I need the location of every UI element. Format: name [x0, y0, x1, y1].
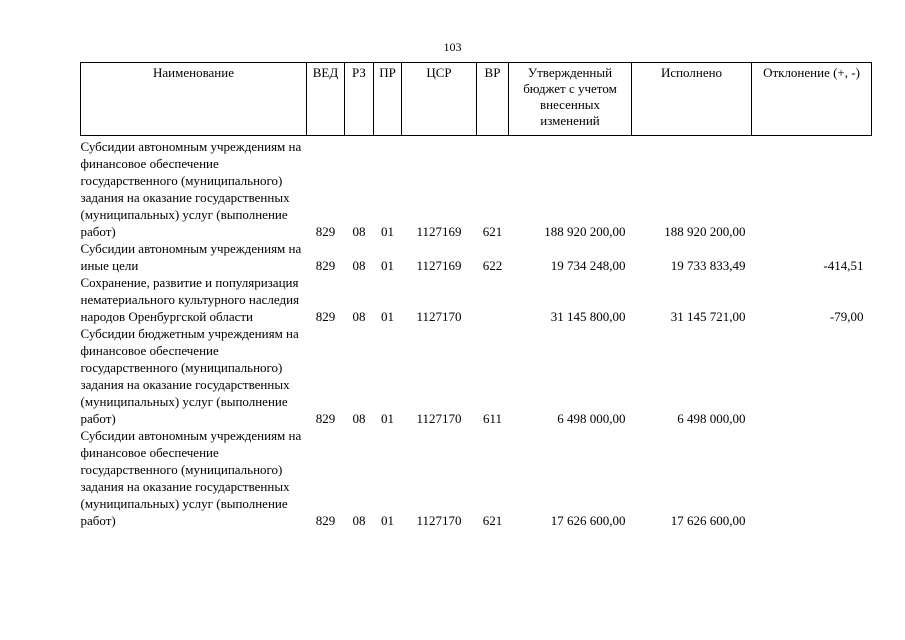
row-pr: 01 — [381, 411, 394, 426]
row-vr — [477, 274, 509, 325]
row-ved: 829 — [315, 309, 336, 324]
row-approved: 31 145 800,00 — [550, 309, 626, 324]
row-name: Субсидии бюджетным учреждениям на финансовое обеспечение государственного (муниципального) задания на оказание государственных (муниципальных) услуг (выполнение работ) — [80, 326, 299, 426]
header-ved: ВЕД — [307, 63, 345, 136]
row-executed: 31 145 721,00 — [670, 309, 746, 324]
table-header-row — [81, 63, 872, 136]
row-ved: 829 — [315, 513, 336, 528]
row-vr: 621 — [482, 513, 503, 528]
row-vr: 622 — [482, 258, 503, 273]
row-csr: 1127170 — [416, 411, 462, 426]
row-csr: 1127169 — [416, 224, 462, 239]
row-deviation: -414,51 — [823, 258, 864, 273]
row-vr: 611 — [482, 411, 503, 426]
row-executed: 17 626 600,00 — [670, 513, 746, 528]
row-rz: 08 — [352, 224, 366, 239]
row-ved: 829 — [315, 224, 336, 239]
row-pr: 01 — [381, 309, 394, 324]
row-csr: 1127170 — [416, 309, 462, 324]
header-approved: Утвержденный бюджет с учетом внесенных изменений — [509, 63, 632, 136]
row-name: Сохранение, развитие и популяризация нематериального культурного наследия народов Оренбургской области — [80, 275, 300, 324]
row-deviation — [752, 325, 872, 427]
row-name: Субсидии автономным учреждениям на финансовое обеспечение государственного (муниципального) задания на оказание государственных (муниципальных) услуг (выполнение работ) — [80, 428, 302, 528]
header-csr: ЦСР — [402, 63, 477, 136]
row-name: Субсидии автономным учреждениям на финансовое обеспечение государственного (муниципального) задания на оказание государственных (муниципальных) услуг (выполнение работ) — [80, 139, 302, 239]
table-row — [81, 240, 872, 274]
budget-table — [80, 62, 872, 529]
row-deviation — [752, 136, 872, 241]
header-name: Наименование — [81, 63, 307, 136]
header-pr: ПР — [374, 63, 402, 136]
row-rz: 08 — [352, 258, 366, 273]
row-deviation — [752, 427, 872, 529]
row-ved: 829 — [315, 411, 336, 426]
row-executed: 188 920 200,00 — [664, 224, 746, 239]
table-row — [81, 274, 872, 325]
row-executed: 6 498 000,00 — [677, 411, 746, 426]
header-vr: ВР — [477, 63, 509, 136]
row-csr: 1127169 — [416, 258, 462, 273]
page-number: 103 — [443, 40, 462, 54]
row-approved: 17 626 600,00 — [550, 513, 626, 528]
table-row — [81, 136, 872, 241]
row-name: Субсидии автономным учреждениям на иные цели — [80, 241, 302, 273]
row-csr: 1127170 — [416, 513, 462, 528]
row-approved: 6 498 000,00 — [557, 411, 626, 426]
row-executed: 19 733 833,49 — [670, 258, 746, 273]
row-pr: 01 — [381, 258, 394, 273]
row-approved: 188 920 200,00 — [544, 224, 626, 239]
row-rz: 08 — [352, 411, 366, 426]
header-executed: Исполнено — [632, 63, 752, 136]
row-ved: 829 — [315, 258, 336, 273]
row-rz: 08 — [352, 309, 366, 324]
table-row — [81, 325, 872, 427]
row-vr: 621 — [482, 224, 503, 239]
row-pr: 01 — [381, 513, 394, 528]
row-deviation: -79,00 — [829, 309, 864, 324]
header-rz: РЗ — [345, 63, 374, 136]
table-row — [81, 427, 872, 529]
header-deviation: Отклонение (+, -) — [752, 63, 872, 136]
row-rz: 08 — [352, 513, 366, 528]
row-approved: 19 734 248,00 — [550, 258, 626, 273]
row-pr: 01 — [381, 224, 394, 239]
